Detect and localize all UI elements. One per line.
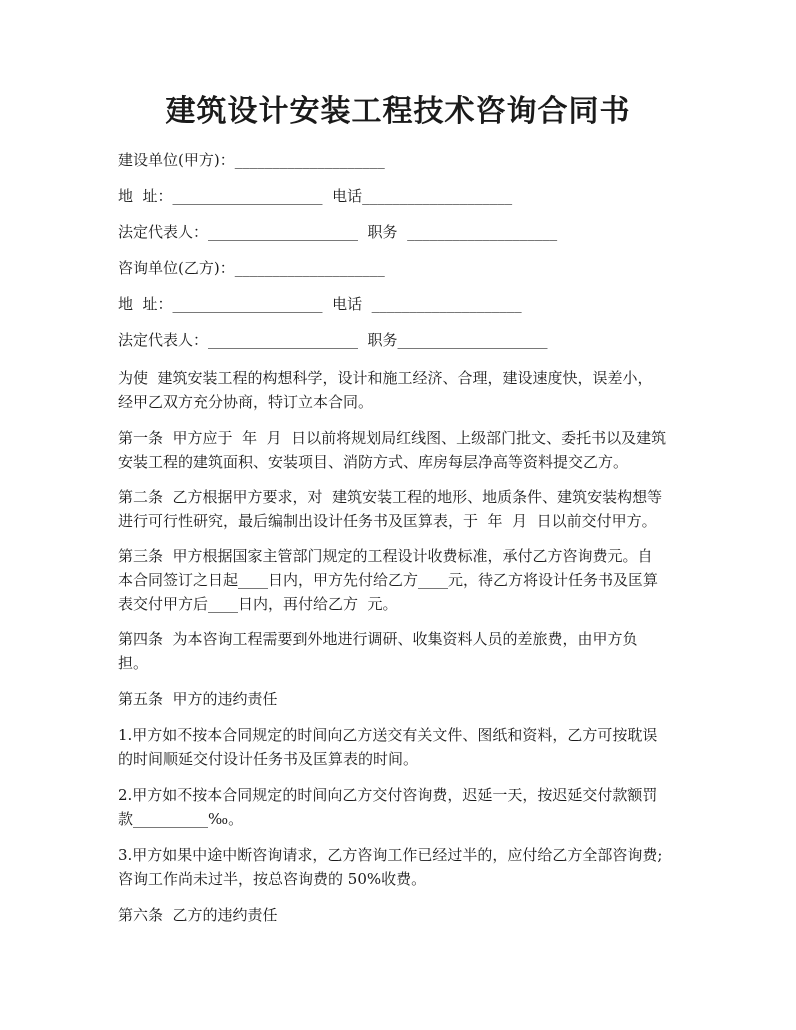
article-3 [118, 544, 688, 616]
article-5-title [118, 687, 688, 711]
article-6-title-text: 第六条 乙方的违约责任 [118, 906, 278, 924]
article-2-line: 第二条 乙方根据甲方要求，对 建筑安装工程的地形、地质条件、建筑安装构想等 [118, 488, 663, 506]
article-5-item-1-line: 1.甲方如不按本合同规定的时间向乙方送交有关文件、图纸和资料，乙方可按耽误 [118, 726, 658, 744]
preamble [118, 366, 688, 414]
article-5-item-2-line: 2.甲方如不按本合同规定的时间向乙方交付咨询费，迟延一天，按迟延交付款额罚 [118, 786, 658, 804]
preamble-line: 为使 建筑安装工程的构想科学，设计和施工经济、合理，建设速度快，误差小， [118, 369, 653, 387]
article-1-line: 安装工程的建筑面积、安装项目、消防方式、库房每层净高等资料提交乙方。 [118, 453, 629, 471]
article-5-title-text: 第五条 甲方的违约责任 [118, 690, 278, 708]
party-b-unit: 咨询单位(乙方)：____________________ [118, 259, 385, 277]
party-a-unit: 建设单位(甲方)：____________________ [118, 151, 385, 169]
party-a-representative: 法定代表人：____________________ 职务 ____________________ [118, 223, 558, 241]
article-3-line: 第三条 甲方根据国家主管部门规定的工程设计收费标准，承付乙方咨询费元。自 [118, 547, 653, 565]
article-2-line: 进行可行性研究，最后编制出设计任务书及匡算表，于 年 月 日以前交付甲方。 [118, 512, 657, 530]
article-6-title [118, 903, 688, 927]
article-1-line: 第一条 甲方应于 年 月 日以前将规划局红线图、上级部门批文、委托书以及建筑 [118, 429, 667, 447]
article-4-line: 第四条 为本咨询工程需要到外地进行调研、收集资料人员的差旅费，由甲方负 [118, 630, 638, 648]
party-b-representative: 法定代表人：____________________ 职务____________________ [118, 331, 548, 349]
party-b-address: 地 址：____________________ 电话 ____________________ [118, 295, 522, 313]
article-1 [118, 426, 688, 474]
article-5-item-2 [118, 783, 688, 831]
article-5-item-2-line: 款__________‰。 [118, 810, 244, 828]
article-4-line: 担。 [118, 654, 149, 672]
document-title: 建筑设计安装工程技术咨询合同书 [165, 94, 631, 129]
article-5-item-1-line: 的时间顺延交付设计任务书及匡算表的时间。 [118, 750, 419, 768]
article-5-item-3-line: 咨询工作尚未过半，按总咨询费的 50%收费。 [118, 870, 427, 888]
article-5-item-3-line: 3.甲方如果中途中断咨询请求，乙方咨询工作已经过半的，应付给乙方全部咨询费; [118, 846, 663, 864]
article-2 [118, 485, 688, 533]
article-5-item-3 [118, 843, 688, 891]
party-a-address: 地 址：____________________ 电话____________________ [118, 187, 513, 205]
article-4 [118, 627, 688, 675]
article-5-item-1 [118, 723, 688, 771]
preamble-line: 经甲乙双方充分协商，特订立本合同。 [118, 393, 374, 411]
article-3-line: 本合同签订之日起____日内，甲方先付给乙方____元，待乙方将设计任务书及匡算 [118, 571, 659, 589]
article-3-line: 表交付甲方后____日内，再付给乙方 元。 [118, 595, 398, 613]
